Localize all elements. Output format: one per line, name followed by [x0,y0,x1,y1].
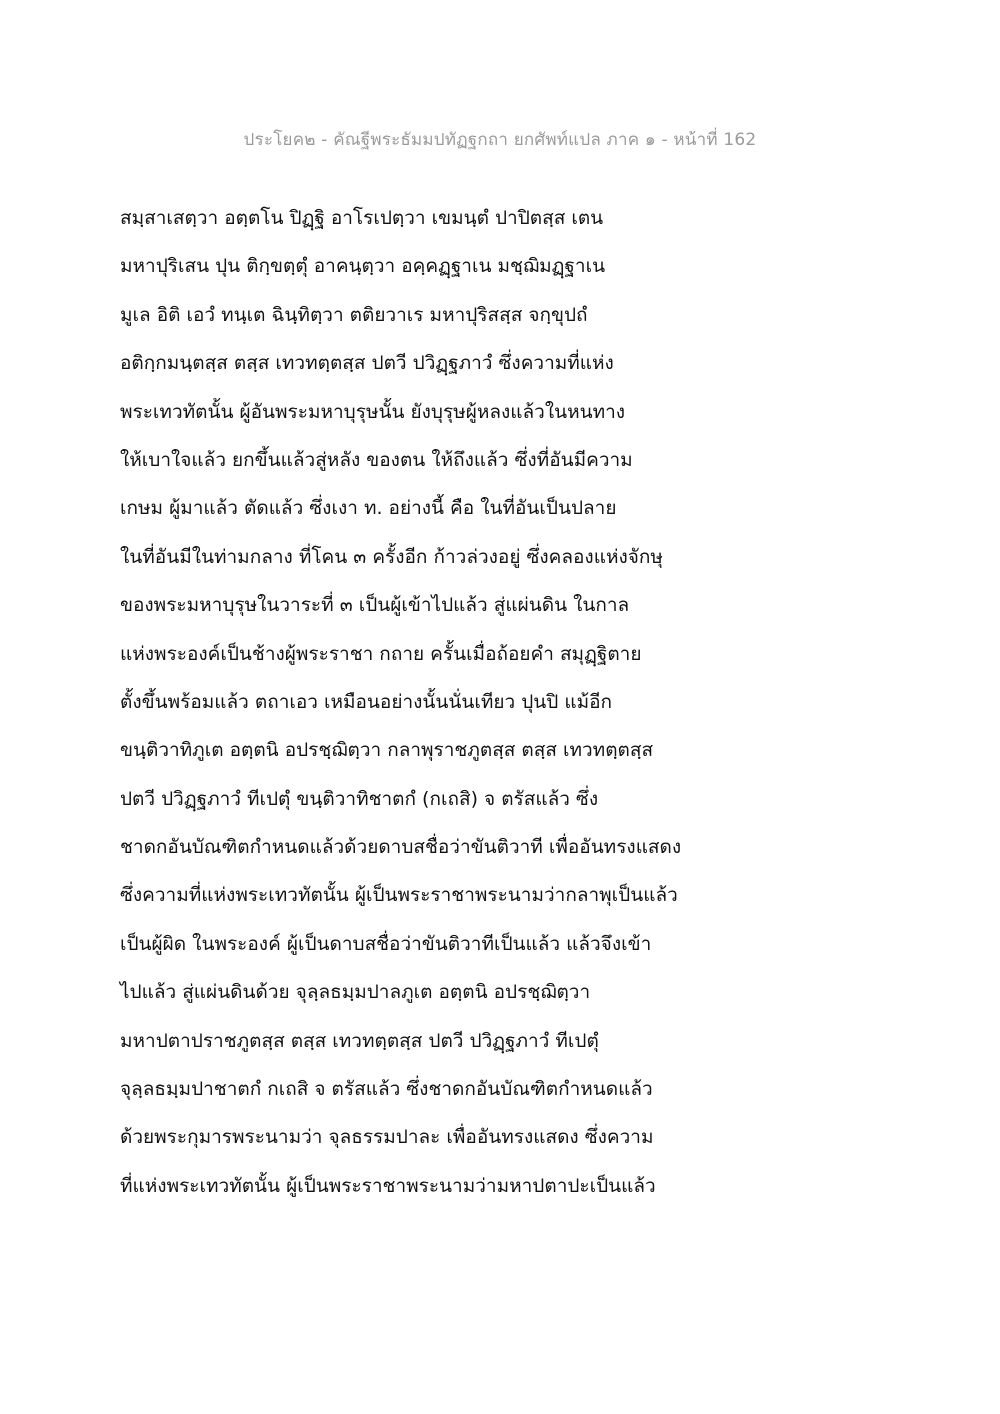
running-header: ประโยค๒ - คัณฐีพระธัมมปทัฏฐกถา ยกศัพท์แปล ภาค ๑ - หน้าที่ 162 [243,130,757,150]
text-line: อติกฺกมนฺตสฺส ตสฺส เทวทตฺตสฺส ปตวี ปวิฏฺฐภาวํ ซึ่งความที่แห่ง [120,352,614,375]
text-line: ด้วยพระกุมารพระนามว่า จุลธรรมปาละ เพื่ออันทรงแสดง ซึ่งความ [120,1126,654,1149]
text-line: มหาปตาปราชภูตสฺส ตสฺส เทวทตฺตสฺส ปตวี ปวิฏฺฐภาวํ ทีเปตุํ [120,1029,599,1052]
text-line: ของพระมหาบุรุษในวาระที่ ๓ เป็นผู้เข้าไปแล้ว สู่แผ่นดิน ในกาล [120,594,630,617]
text-line: เกษม ผู้มาแล้ว ตัดแล้ว ซึ่งเงา ท. อย่างนี้ คือ ในที่อันเป็นปลาย [120,497,617,520]
text-line: ซึ่งความที่แห่งพระเทวทัตนั้น ผู้เป็นพระราชาพระนามว่ากลาพุเป็นแล้ว [120,884,678,907]
text-line: ขนฺติวาทิภูเต อตฺตนิ อปรชฺฌิตฺวา กลาพุราชภูตสฺส ตสฺส เทวทตฺตสฺส [120,739,654,762]
text-line: ที่แห่งพระเทวทัตนั้น ผู้เป็นพระราชาพระนามว่ามหาปตาปะเป็นแล้ว [120,1174,656,1197]
text-line: ให้เบาใจแล้ว ยกขึ้นแล้วสู่หลัง ของตน ให้ถึงแล้ว ซึ่งที่อันมีความ [120,448,633,471]
text-line: ปตวี ปวิฏฺฐภาวํ ทีเปตุํ ขนฺติวาทิชาตกํ (กเถสิ) จ ตรัสแล้ว ซึ่ง [120,787,599,810]
text-line: สมฺสาเสตฺวา อตฺตโน ปิฏฺฐิ อาโรเปตฺวา เขมนฺตํ ปาปิตสฺส เตน [120,207,604,229]
text-line: จุลฺลธมฺมปาชาตกํ กเถสิ จ ตรัสแล้ว ซึ่งชาดกอันบัณฑิตกำหนดแล้ว [120,1078,653,1101]
text-line: มหาปุริเสน ปุน ติกฺขตฺตุํ อาคนฺตฺวา อคฺคฏฺฐาเน มชฺฌิมฏฺฐาเน [120,255,606,278]
text-line: พระเทวทัตนั้น ผู้อันพระมหาบุรุษนั้น ยังบุรุษผู้หลงแล้วในหนทาง [120,400,626,423]
text-line: ในที่อันมีในท่ามกลาง ที่โคน ๓ ครั้งอีก ก้าวล่วงอยู่ ซึ่งคลองแห่งจักษุ [120,545,663,568]
text-line: ตั้งขึ้นพร้อมแล้ว ตถาเอว เหมือนอย่างนั้นนั่นเทียว ปุนปิ แม้อีก [120,690,613,713]
text-line: ไปแล้ว สู่แผ่นดินด้วย จุลฺลธมฺมปาลภูเต อตฺตนิ อปรชฺฌิตฺวา [120,981,591,1004]
text-line: เป็นผู้ผิด ในพระองค์ ผู้เป็นดาบสชื่อว่าขันติวาทีเป็นแล้ว แล้วจึงเข้า [120,932,652,955]
text-line: มูเล อิติ เอวํ ทนฺเต ฉินฺทิตฺวา ตติยวาเร มหาปุริสสฺส จกฺขุปถํ [120,303,588,326]
text-line: ชาดกอันบัณฑิตกำหนดแล้วด้วยดาบสชื่อว่าขันติวาที เพื่ออันทรงแสดง [120,836,682,859]
text-line: แห่งพระองค์เป็นช้างผู้พระราชา กถาย ครั้นเมื่อถ้อยคำ สมุฏฺฐิตาย [120,642,642,665]
body-text [120,194,720,1210]
